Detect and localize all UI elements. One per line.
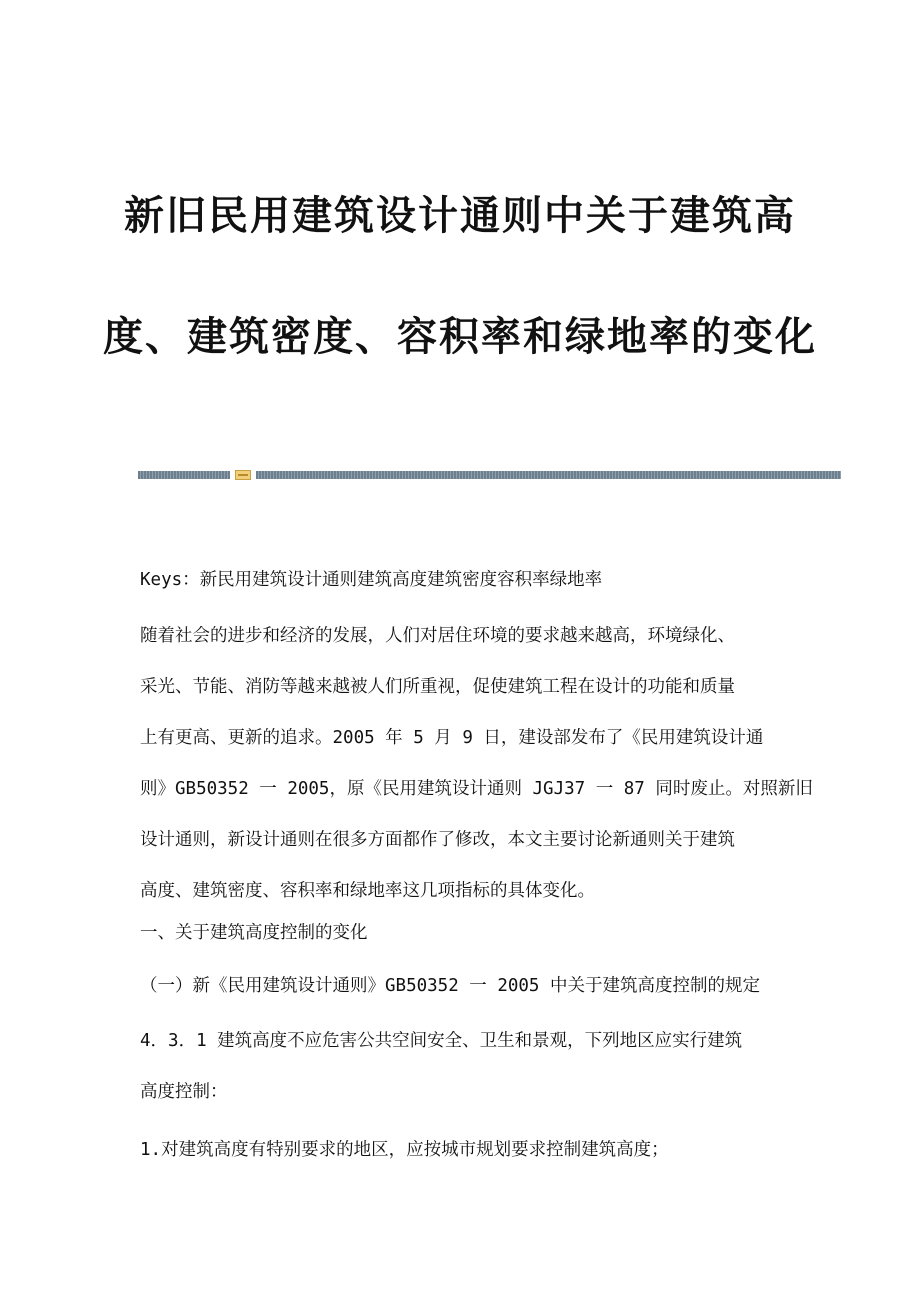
intro-line: 上有更高、更新的追求。2005 年 5 月 9 日，建设部发布了《民用建筑设计通 [140,728,764,748]
intro-line: 随着社会的进步和经济的发展，人们对居住环境的要求越来越高，环境绿化、 [140,626,735,646]
clause-paragraph [140,1016,800,1118]
divider-bar-right [256,471,841,479]
document-title-line-1: 新旧民用建筑设计通则中关于建筑高 [124,192,796,239]
intro-line: 则》GB50352 一 2005，原《民用建筑设计通则 JGJ37 一 87 同时废止。对照新旧 [140,779,813,799]
clause-line: 高度控制： [140,1082,228,1102]
section-heading: 一、关于建筑高度控制的变化 [140,923,368,943]
intro-line: 采光、节能、消防等越来越被人们所重视，促使建筑工程在设计的功能和质量 [140,677,735,697]
clause-line: 4．3．1 建筑高度不应危害公共空间安全、卫生和景观，下列地区应实行建筑 [140,1031,743,1051]
document-title-line-2: 度、建筑密度、容积率和绿地率的变化 [103,313,817,360]
list-item: 1.对建筑高度有特别要求的地区，应按城市规划要求控制建筑高度； [140,1140,669,1160]
intro-line: 设计通则，新设计通则在很多方面都作了修改，本文主要讨论新通则关于建筑 [140,830,735,850]
keywords-line: Keys：新民用建筑设计通则建筑高度建筑密度容积率绿地率 [140,570,603,590]
divider-bar-left [138,471,230,479]
intro-line: 高度、建筑密度、容积率和绿地率这几项指标的具体变化。 [140,881,595,901]
intro-paragraph [140,611,813,917]
section-subheading: （一）新《民用建筑设计通则》GB50352 一 2005 中关于建筑高度控制的规定 [140,976,761,996]
divider-ornament-icon [235,470,251,480]
decorative-divider [138,470,841,480]
